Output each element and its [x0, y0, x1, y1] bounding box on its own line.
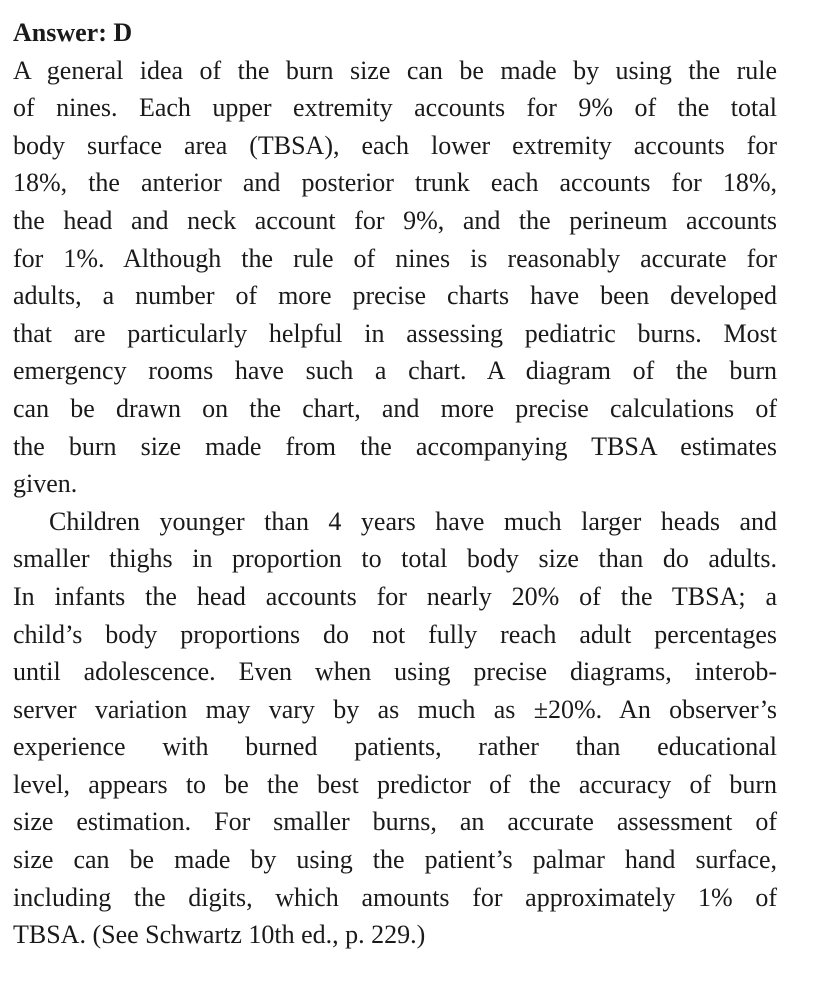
paragraph-1 — [13, 52, 777, 503]
paragraph-line: given. — [13, 469, 78, 499]
paragraph-line: 18%, the anterior and posterior trunk each accounts for 18%, — [13, 168, 777, 198]
paragraph-line: A general idea of the burn size can be made by using the rule — [13, 55, 777, 85]
paragraph-line: of nines. Each upper extremity accounts for 9% of the total — [13, 93, 777, 123]
paragraph-line: body surface area (TBSA), each lower extremity accounts for — [13, 130, 777, 160]
paragraph-line: for 1%. Although the rule of nines is reasonably accurate for — [13, 243, 777, 273]
paragraph-line: smaller thighs in proportion to total body size than do adults. — [13, 544, 777, 574]
paragraph-line: size can be made by using the patient’s palmar hand surface, — [13, 845, 777, 875]
document-page — [13, 14, 777, 954]
paragraph-line: emergency rooms have such a chart. A diagram of the burn — [13, 356, 777, 386]
paragraph-line: until adolescence. Even when using precise diagrams, interob- — [13, 657, 777, 687]
paragraph-2 — [13, 503, 777, 954]
paragraph-line: size estimation. For smaller burns, an accurate assessment of — [13, 807, 777, 837]
answer-heading: Answer: D — [13, 18, 133, 47]
paragraph-line: In infants the head accounts for nearly 20% of the TBSA; a — [13, 581, 777, 611]
paragraph-line: child’s body proportions do not fully reach adult percentages — [13, 619, 777, 649]
paragraph-line: TBSA. (See Schwartz 10th ed., p. 229.) — [13, 920, 426, 950]
paragraph-line: adults, a number of more precise charts have been developed — [13, 281, 777, 311]
paragraph-line: level, appears to be the best predictor of the accuracy of burn — [13, 769, 777, 799]
paragraph-line: can be drawn on the chart, and more precise calculations of — [13, 393, 777, 423]
paragraph-line: the burn size made from the accompanying TBSA estimates — [13, 431, 777, 461]
paragraph-line: including the digits, which amounts for approximately 1% of — [13, 882, 777, 912]
paragraph-line: server variation may vary by as much as ±20%. An observer’s — [13, 694, 777, 724]
paragraph-line: experience with burned patients, rather than educational — [13, 732, 777, 762]
paragraph-line: the head and neck account for 9%, and the perineum accounts — [13, 205, 777, 235]
paragraph-line: Children younger than 4 years have much larger heads and — [49, 506, 777, 536]
paragraph-line: that are particularly helpful in assessing pediatric burns. Most — [13, 318, 777, 348]
